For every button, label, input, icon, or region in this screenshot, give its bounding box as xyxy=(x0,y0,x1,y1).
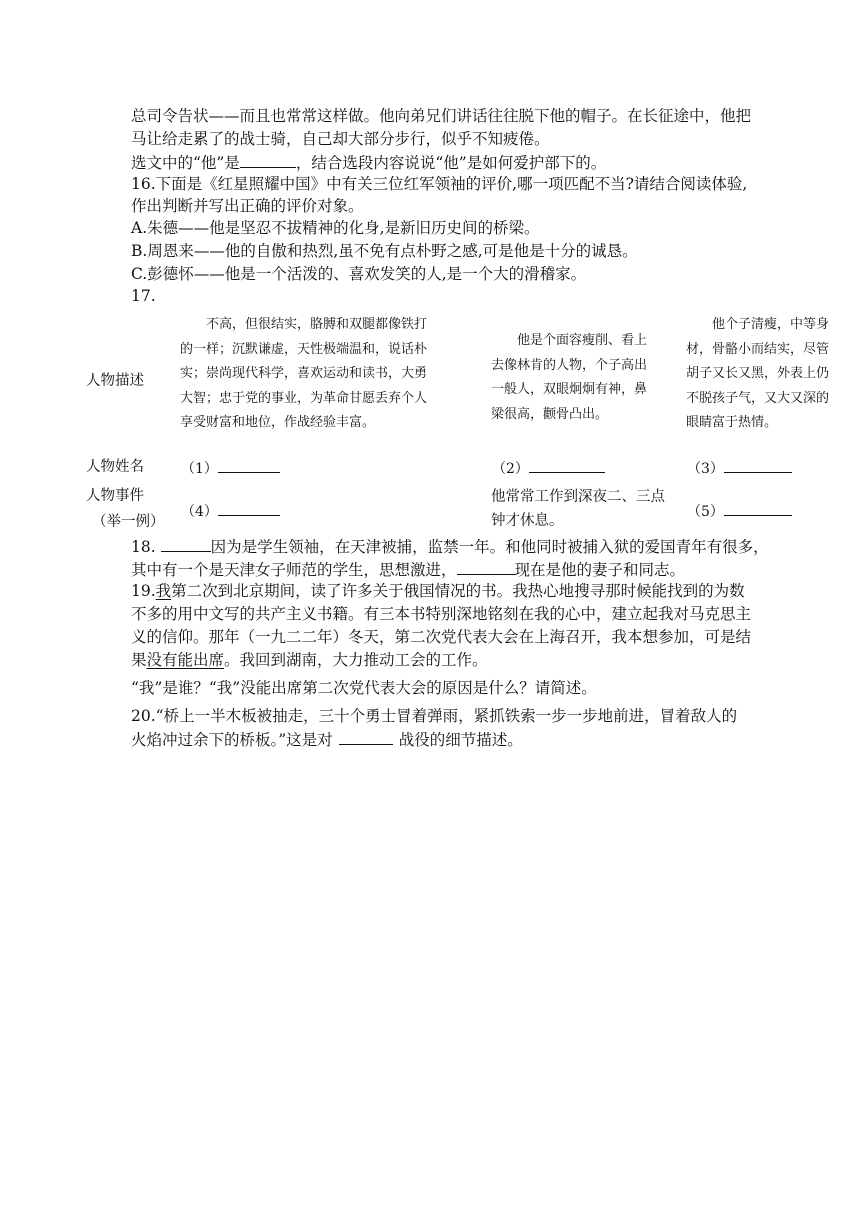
option-c: C.彭德怀——他是一个活泼的、喜欢发笑的人,是一个大的滑稽家。 xyxy=(131,265,587,283)
event-slot-4 xyxy=(181,501,280,522)
question-text: 第二次到北京期间，读了许多关于俄国情况的书。我热心地搜寻那时候能找到的为数 xyxy=(171,582,745,600)
description-cell-3 xyxy=(686,313,856,436)
description-line: 他是个面容瘦削、看上 xyxy=(491,333,648,348)
answer-blank[interactable] xyxy=(529,458,605,473)
description-line: 大智；忠于党的事业，为革命甘愿丢弃个人 xyxy=(180,390,428,406)
description-line: 享受财富和地位，作战经验丰富。 xyxy=(180,415,376,430)
passage-line-2: 马让给走累了的战士骑，自己却大部分步行，似乎不知疲倦。 xyxy=(131,130,550,148)
answer-blank[interactable] xyxy=(724,458,792,473)
row-label-name: 人物姓名 xyxy=(86,459,144,475)
description-line: 一般人，双眼炯炯有神，鼻 xyxy=(491,382,648,397)
option-a: A.朱德——他是坚忍不拔精神的化身,是新旧历史间的桥梁。 xyxy=(131,219,540,237)
event-slot-5 xyxy=(687,501,792,522)
slot-number: （1） xyxy=(181,461,218,477)
description-cell-1 xyxy=(180,313,480,436)
question-16-line-1: 16.下面是《红星照耀中国》中有关三位红军领袖的评价,哪一项匹配不当?请结合阅读体验, xyxy=(131,175,748,193)
question-number: 19. xyxy=(131,582,156,600)
description-line: 去像林肯的人物，个子高出 xyxy=(491,357,648,373)
question-16-line-2: 作出判断并写出正确的评价对象。 xyxy=(131,197,364,215)
question-18-line-2 xyxy=(131,558,685,581)
slot-number: （4） xyxy=(181,504,218,520)
question-19-line-3: 义的信仰。那年（一九二二年）冬天，第二次党代表大会在上海召开，我本想参加，可是结 xyxy=(131,628,752,646)
description-line: 的一样；沉默谦虚，天性极端温和，说话朴 xyxy=(180,341,428,357)
question-17-number: 17. xyxy=(131,287,156,305)
question-20-line-1: 20.“桥上一半木板被抽走，三十个勇士冒着弹雨，紧抓铁索一步一步地前进，冒着敌人的 xyxy=(131,707,738,725)
question-20-line-2 xyxy=(131,728,523,751)
event-line: 他常常工作到深夜二、三点 xyxy=(491,489,665,505)
row-label-event-note: （举一例） xyxy=(92,514,165,530)
question-19-line-2: 不多的用中文写的共产主义书籍。有三本书特别深地铭刻在我的心中，建立起我对马克思主 xyxy=(131,605,752,623)
answer-blank[interactable] xyxy=(339,728,393,745)
event-line: 钟才休息。 xyxy=(491,513,564,529)
question-text: ，结合选段内容说说“他”是如何爱护部下的。 xyxy=(295,154,607,172)
question-text: 果 xyxy=(131,651,147,669)
description-line: 胡子又长又黑，外表上仍 xyxy=(686,366,830,381)
slot-number: （5） xyxy=(687,504,724,520)
question-19-line-4 xyxy=(131,649,488,671)
question-19-prompt: “我”是谁？“我”没能出席第二次党代表大会的原因是什么？请简述。 xyxy=(131,679,597,697)
description-cell-2 xyxy=(491,329,676,427)
description-line: 他个子清瘦，中等身 xyxy=(686,317,830,332)
event-cell-2 xyxy=(491,485,676,533)
description-line: 材，骨骼小而结实，尽管 xyxy=(686,341,830,357)
name-slot-2 xyxy=(492,458,605,479)
row-label-event: 人物事件 xyxy=(86,488,144,504)
question-19-line-1 xyxy=(131,580,745,602)
question-18-line-1 xyxy=(131,535,769,558)
name-slot-3 xyxy=(687,458,792,479)
slot-number: （2） xyxy=(492,461,529,477)
question-text: 因为是学生领袖，在天津被捕，监禁一年。和他同时被捕入狱的爱国青年有很多， xyxy=(210,538,769,556)
question-text: 。我回到湖南，大力推动工会的工作。 xyxy=(224,651,488,669)
question-text: 现在是他的妻子和同志。 xyxy=(514,561,686,579)
answer-blank[interactable] xyxy=(218,501,280,516)
question-text: 其中有一个是天津女子师范的学生，思想激进， xyxy=(131,561,457,579)
name-slot-1 xyxy=(181,458,280,479)
answer-blank[interactable] xyxy=(240,151,296,168)
answer-blank[interactable] xyxy=(457,558,515,575)
description-line: 梁很高，颧骨凸出。 xyxy=(491,406,609,422)
underlined-word: 我 xyxy=(155,582,172,600)
passage-line-1: 总司令告状——而且也常常这样做。他向弟兄们讲话往往脱下他的帽子。在长征途中，他把 xyxy=(131,107,752,125)
description-line: 不高，但很结实，胳膊和双腿都像铁打 xyxy=(180,317,428,332)
answer-blank[interactable] xyxy=(218,458,280,473)
description-line: 眼睛富于热情。 xyxy=(686,415,778,430)
question-text: 选文中的“他”是 xyxy=(131,154,240,172)
option-b: B.周恩来——他的自傲和热烈,虽不免有点朴野之感,可是他是十分的诚恳。 xyxy=(131,242,638,260)
slot-number: （3） xyxy=(687,461,724,477)
question-number: 18. xyxy=(131,538,161,556)
answer-blank[interactable] xyxy=(161,535,211,552)
question-15-prompt xyxy=(131,151,606,174)
description-line: 不脱孩子气，又大又深的 xyxy=(686,390,830,406)
question-text: 战役的细节描述。 xyxy=(398,731,523,749)
answer-blank[interactable] xyxy=(724,501,792,516)
row-label-description: 人物描述 xyxy=(86,373,144,389)
description-line: 实；崇尚现代科学，喜欢运动和读书，大勇 xyxy=(180,366,428,381)
question-text: 火焰冲过余下的桥板。”这是对 xyxy=(131,731,333,749)
underlined-phrase: 没有能出席 xyxy=(146,651,225,669)
